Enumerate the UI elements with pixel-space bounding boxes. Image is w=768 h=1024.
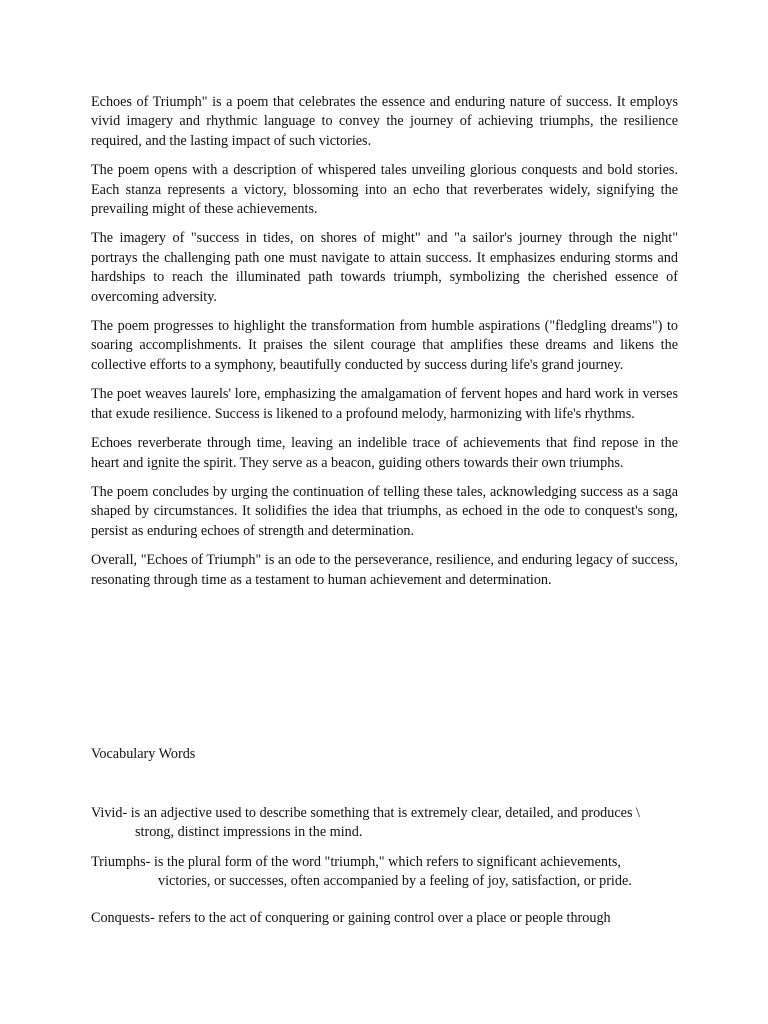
paragraph-intro: Echoes of Triumph" is a poem that celebrates the essence and enduring nature of success. It employs vivid imagery and rhythmic language to convey the journey of achieving triumphs, the resilience required, and the lasting impact of such victories. (91, 94, 678, 149)
vocabulary-list (91, 804, 691, 928)
vocabulary-entry-triumphs (91, 853, 691, 892)
vocabulary-entry-continuation: strong, distinct impressions in the mind. (135, 824, 363, 841)
vocabulary-entry-continuation: victories, or successes, often accompanied by a feeling of joy, satisfaction, or pride. (158, 873, 632, 890)
essay-body (91, 93, 678, 600)
vocabulary-heading: Vocabulary Words (91, 746, 196, 762)
vocabulary-entry-first-line: Vivid- is an adjective used to describe something that is extremely clear, detailed, and produces \ (91, 805, 640, 821)
paragraph-progression: The poem progresses to highlight the transformation from humble aspirations ("fledgling dreams") to soaring accomplishments. It praises the silent courage that amplifies these dreams and likens the collective efforts to a symphony, beautifully conducted by success during life's grand journey. (91, 318, 678, 373)
paragraph-conclusion: The poem concludes by urging the continuation of telling these tales, acknowledging success as a saga shaped by circumstances. It solidifies the idea that triumphs, as echoed in the ode to conquest's song, persist as enduring echoes of strength and determination. (91, 483, 678, 539)
paragraph-overall: Overall, "Echoes of Triumph" is an ode to the perseverance, resilience, and enduring legacy of success, resonating through time as a testament to human achievement and determination. (91, 552, 678, 588)
vocabulary-entry-first-line: Conquests- refers to the act of conquering or gaining control over a place or people through (91, 909, 611, 926)
vocabulary-entry-conquests (91, 909, 691, 928)
vocabulary-entry-vivid (91, 804, 691, 843)
paragraph-opening: The poem opens with a description of whispered tales unveiling glorious conquests and bold stories. Each stanza represents a victory, blossoming into an echo that reverberates widely, signifying the prevailing might of these achievements. (91, 162, 678, 218)
paragraph-imagery: The imagery of "success in tides, on shores of might" and "a sailor's journey through the night" portrays the challenging path one must navigate to attain success. It emphasizes enduring storms and hardships to reach the illuminated path towards triumph, symbolizing the cherished essence of overcoming adversity. (91, 230, 678, 305)
paragraph-laurels: The poet weaves laurels' lore, emphasizing the amalgamation of fervent hopes and hard work in verses that exude resilience. Success is likened to a profound melody, harmonizing with life's rhythms. (91, 386, 678, 422)
vocabulary-entry-first-line: Triumphs- is the plural form of the word "triumph," which refers to significant achievements, (91, 853, 621, 870)
paragraph-echoes: Echoes reverberate through time, leaving an indelible trace of achievements that find repose in the heart and ignite the spirit. They serve as a beacon, guiding others towards their own triumphs. (91, 435, 678, 471)
